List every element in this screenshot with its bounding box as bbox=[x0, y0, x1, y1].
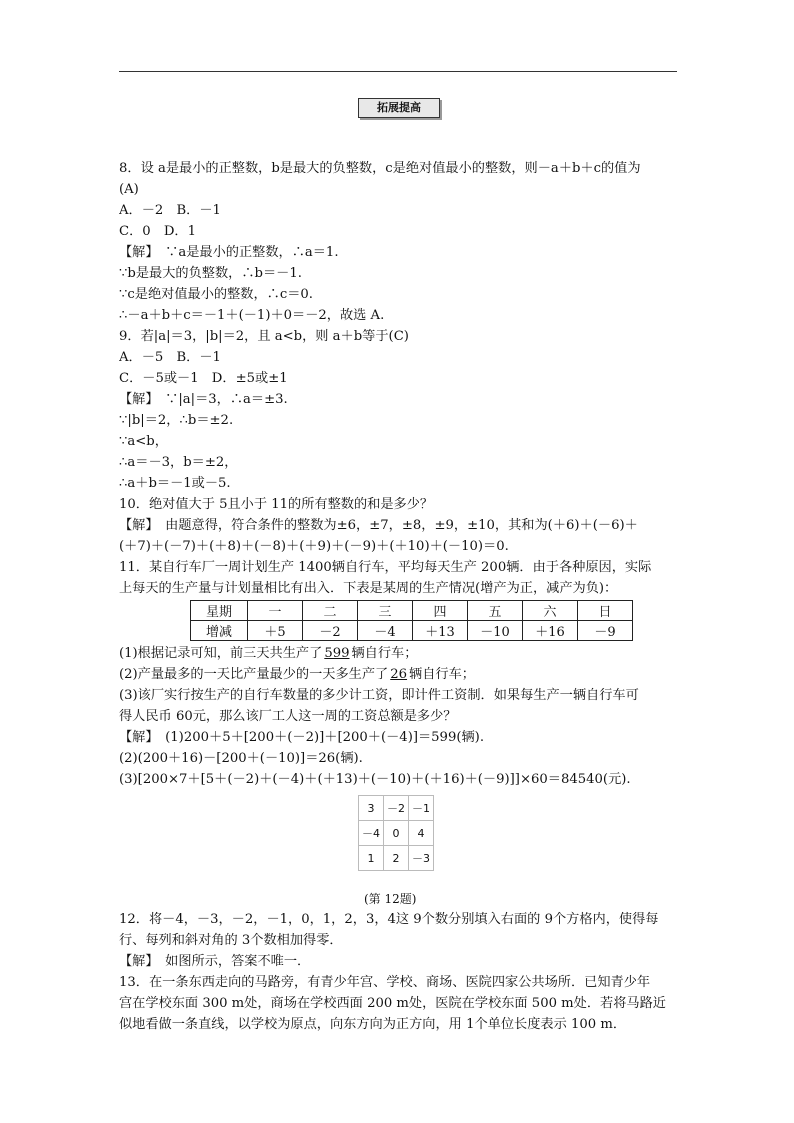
q8-solution-2: ∵b是最大的负整数，∴b＝－1. bbox=[119, 266, 302, 281]
q11-part-3b: 得人民币 60元，那么该厂工人这一周的工资总额是多少？ bbox=[119, 709, 457, 724]
table-row bbox=[359, 846, 434, 871]
q9-solution-2: ∵|b|＝2，∴b＝±2. bbox=[119, 413, 234, 428]
table-cell: ＋5 bbox=[248, 621, 303, 641]
table-row-change bbox=[191, 621, 633, 641]
q8-solution-3: ∵c是绝对值最小的整数，∴c＝0. bbox=[119, 287, 313, 302]
q11-stem-2: 上每天的生产量与计划量相比有出入．下表是某周的生产情况(增产为正，减产为负)： bbox=[119, 581, 618, 596]
q10-solution-2: (＋7)＋(－7)＋(＋8)＋(－8)＋(＋9)＋(－9)＋(＋10)＋(－10)＝0. bbox=[119, 539, 509, 554]
grid-cell: 1 bbox=[359, 846, 384, 871]
magic-square-figure bbox=[119, 790, 679, 890]
grid-cell: －3 bbox=[409, 846, 434, 871]
q11-stem-1: 11．某自行车厂一周计划生产 1400辆自行车，平均每天生产 200辆．由于各种原因，实际 bbox=[119, 560, 652, 575]
table-cell: 五 bbox=[468, 601, 523, 621]
q8-options-1: A．－2 B．－1 bbox=[119, 203, 221, 218]
q11-solution-1: 【解】 (1)200＋5＋[200＋(－2)]＋[200＋(－4)]＝599(辆). bbox=[119, 730, 485, 745]
q8-stem bbox=[119, 158, 679, 179]
q11-part-1 bbox=[119, 643, 679, 664]
q9-solution-4: ∴a＝－3，b＝±2， bbox=[119, 455, 238, 470]
table-row bbox=[359, 821, 434, 846]
table-row-weekday bbox=[191, 601, 633, 621]
q9-answer: (C) bbox=[388, 329, 409, 344]
section-title-badge: 拓展提高 bbox=[358, 98, 440, 118]
grid-cell: 0 bbox=[384, 821, 409, 846]
q12-stem-2: 行、每列和斜对角的 3个数相加得零． bbox=[119, 933, 343, 948]
q11-part-2-tail: 辆自行车； bbox=[409, 667, 475, 682]
q8-answer: (A) bbox=[119, 182, 139, 197]
q10-stem: 10．绝对值大于 5且小于 11的所有整数的和是多少？ bbox=[119, 497, 434, 512]
q9-solution-1: 【解】 ∵|a|＝3，∴a＝±3. bbox=[119, 392, 288, 407]
q8-stem-text: 8．设 a是最小的正整数，b是最大的负整数，c是绝对值最小的整数，则－a＋b＋c的值为 bbox=[119, 161, 641, 176]
q11-part-1-tail: 辆自行车； bbox=[351, 646, 418, 661]
table-row bbox=[359, 796, 434, 821]
q11-part-2-answer: 26 bbox=[390, 667, 408, 682]
document-body bbox=[119, 158, 679, 1035]
q13-stem-3: 似地看做一条直线，以学校为原点，向东方向为正方向，用 1个单位长度表示 100 m． bbox=[119, 1017, 627, 1032]
q9-solution-5: ∴a＋b＝－1或－5. bbox=[119, 476, 231, 491]
q9-stem-text: 9．若|a|＝3，|b|＝2，且 a<b，则 a＋b等于 bbox=[119, 329, 389, 344]
q12-stem-1: 12．将－4，－3，－2，－1，0，1，2，3，4这 9个数分别填入右面的 9个方格内，使得每 bbox=[119, 912, 659, 927]
figure-caption: (第 12题) bbox=[364, 892, 417, 906]
grid-cell: 4 bbox=[409, 821, 434, 846]
table-cell: 一 bbox=[248, 601, 303, 621]
magic-square bbox=[358, 795, 434, 871]
production-table bbox=[190, 600, 633, 641]
table-cell: 日 bbox=[578, 601, 633, 621]
q12-solution-1: 【解】 如图所示，答案不唯一． bbox=[119, 954, 311, 969]
table-cell: ＋13 bbox=[413, 621, 468, 641]
q13-stem-1: 13．在一条东西走向的马路旁，有青少年宫、学校、商场、医院四家公共场所．已知青少年 bbox=[119, 975, 651, 990]
grid-cell: －2 bbox=[384, 796, 409, 821]
q11-solution-2: (2)(200＋16)－[200＋(－10)]＝26(辆). bbox=[119, 751, 363, 766]
table-cell: 四 bbox=[413, 601, 468, 621]
q11-part-1-answer: 599 bbox=[324, 646, 350, 661]
table-cell: －10 bbox=[468, 621, 523, 641]
table-cell: 二 bbox=[303, 601, 358, 621]
q9-solution-3: ∵a<b， bbox=[119, 434, 168, 449]
q11-part-2 bbox=[119, 664, 679, 685]
q11-part-2-text: (2)产量最多的一天比产量最少的一天多生产了 bbox=[119, 667, 389, 682]
q9-stem bbox=[119, 326, 679, 347]
table-cell: －2 bbox=[303, 621, 358, 641]
q11-solution-3: (3)[200×7＋[5＋(－2)＋(－4)＋(＋13)＋(－10)＋(＋16)＋(－9)]]×60＝84540(元). bbox=[119, 772, 631, 787]
q8-options-2: C．0 D．1 bbox=[119, 224, 197, 239]
q10-solution-1: 【解】 由题意得，符合条件的整数为±6，±7，±8，±9，±10，其和为(＋6)＋(－6)＋ bbox=[119, 518, 638, 533]
table-cell: ＋16 bbox=[523, 621, 578, 641]
q8-solution-1: 【解】 ∵a是最小的正整数，∴a＝1. bbox=[119, 245, 339, 260]
table-cell: 增减 bbox=[191, 621, 248, 641]
grid-cell: 3 bbox=[359, 796, 384, 821]
table-cell: －4 bbox=[358, 621, 413, 641]
grid-cell: －4 bbox=[359, 821, 384, 846]
table-cell: 星期 bbox=[191, 601, 248, 621]
q9-options-2: C．－5或－1 D．±5或±1 bbox=[119, 371, 288, 386]
grid-cell: 2 bbox=[384, 846, 409, 871]
q9-options-1: A．－5 B．－1 bbox=[119, 350, 221, 365]
q11-part-1-text: (1)根据记录可知，前三天共生产了 bbox=[119, 646, 323, 661]
q11-part-3a: (3)该厂实行按生产的自行车数量的多少计工资，即计件工资制．如果每生产一辆自行车可 bbox=[119, 688, 639, 703]
table-cell: 六 bbox=[523, 601, 578, 621]
top-rule bbox=[119, 71, 677, 72]
table-cell: 三 bbox=[358, 601, 413, 621]
q8-solution-4: ∴－a＋b＋c＝－1＋(－1)＋0＝－2，故选 A. bbox=[119, 308, 385, 323]
grid-cell: －1 bbox=[409, 796, 434, 821]
q13-stem-2: 宫在学校东面 300 m处，商场在学校西面 200 m处，医院在学校东面 500 m处．若将马路近 bbox=[119, 996, 666, 1011]
table-cell: －9 bbox=[578, 621, 633, 641]
